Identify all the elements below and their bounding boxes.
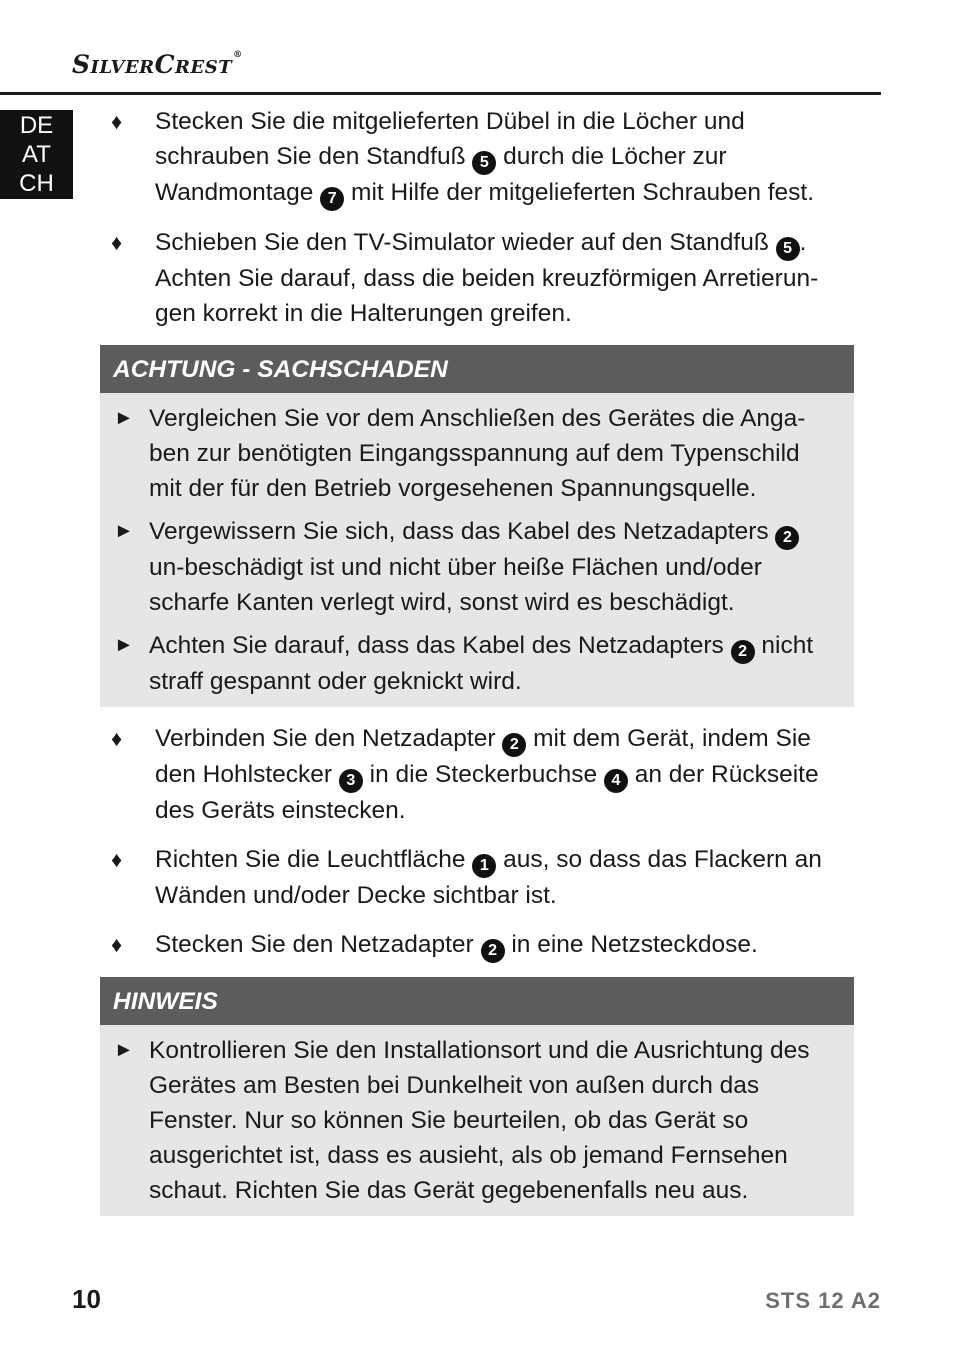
notice-text: Vergewissern Sie sich, dass das Kabel des Netzadapters 2 un-beschädigt ist und nicht über heiße Flächen und/oder scharfe Kanten verlegt wird, sonst wird es beschädigt. [149,518,799,616]
instruction-text: Stecken Sie den Netzadapter 2 in eine Netzsteckdose. [155,931,758,958]
arrow-bullet-icon: ► [114,1039,134,1061]
ref-number-badge: 5 [776,237,800,261]
instruction-item [100,927,854,963]
notice-title: ACHTUNG - SACHSCHADEN [100,345,854,393]
instruction-item [100,842,854,913]
notice-box [100,977,854,1216]
page-number: 10 [72,1284,101,1314]
ref-number-badge: 7 [320,187,344,211]
ref-number-badge: 2 [775,526,799,550]
diamond-bullet-icon: ♦ [111,230,123,255]
brand-logo [72,50,243,79]
notice-item [100,514,834,620]
instruction-text: Schieben Sie den TV-Simulator wieder auf den Standfuß 5 . Achten Sie darauf, dass die beiden kreuzförmigen Arretierun-gen korrekt in die Halterungen greifen. [155,229,819,327]
instruction-item [100,721,854,828]
notice-text: Vergleichen Sie vor dem Anschließen des Gerätes die Anga-ben zur benötigten Eingangsspannung auf dem Typenschild mit der für den Betrieb vorgesehenen Spannungsquelle. [149,405,806,502]
notice-text: Kontrollieren Sie den Installationsort und die Ausrichtung des Gerätes am Besten bei Dunkelheit von außen durch das Fenster. Nur so können Sie beurteilen, ob das Gerät so ausgerichtet ist, dass es ausieht, als ob jemand Fernsehen schaut. Richten Sie das Gerät gegebenenfalls neu aus. [149,1037,810,1204]
ref-number-badge: 2 [502,733,526,757]
ref-number-badge: 2 [731,640,755,664]
instruction-text: Stecken Sie die mitgelieferten Dübel in die Löcher und schrauben Sie den Standfuß 5 durch die Löcher zur Wandmontage 7 mit Hilfe der mitgelieferten Schrauben fest. [155,108,814,206]
diamond-bullet-icon: ♦ [111,932,123,957]
page-content [100,104,854,1230]
lang-ch: CH [19,170,54,197]
ref-number-badge: 3 [339,769,363,793]
diamond-bullet-icon: ♦ [111,847,123,872]
ref-number-badge: 1 [472,854,496,878]
language-tab [0,110,73,199]
ref-number-badge: 5 [472,151,496,175]
model-number: STS 12 A2 [765,1288,881,1313]
brand-name: SilverCrest [72,50,233,79]
arrow-bullet-icon: ► [114,520,134,542]
lang-de: DE [19,112,54,139]
arrow-bullet-icon: ► [114,407,134,429]
instruction-text: Verbinden Sie den Netzadapter 2 mit dem Gerät, indem Sie den Hohlstecker 3 in die Steckerbuchse 4 an der Rückseite des Geräts einstecken. [155,725,819,824]
diamond-bullet-icon: ♦ [111,726,123,751]
instruction-item [100,225,854,331]
ref-number-badge: 2 [481,939,505,963]
notice-box [100,345,854,707]
diamond-bullet-icon: ♦ [111,109,123,134]
notice-item [100,401,834,506]
registered-mark: ® [233,50,243,60]
instruction-text: Richten Sie die Leuchtfläche 1 aus, so dass das Flackern an Wänden und/oder Decke sichtbar ist. [155,846,822,909]
instruction-item [100,104,854,211]
arrow-bullet-icon: ► [114,634,134,656]
notice-body [100,393,854,707]
lang-at: AT [22,141,51,168]
notice-item [100,1033,834,1208]
notice-text: Achten Sie darauf, dass das Kabel des Netzadapters 2 nicht straff gespannt oder geknickt wird. [149,632,814,695]
header-rule [0,92,881,95]
notice-body [100,1025,854,1216]
notice-item [100,628,834,699]
ref-number-badge: 4 [604,769,628,793]
notice-title: HINWEIS [100,977,854,1025]
